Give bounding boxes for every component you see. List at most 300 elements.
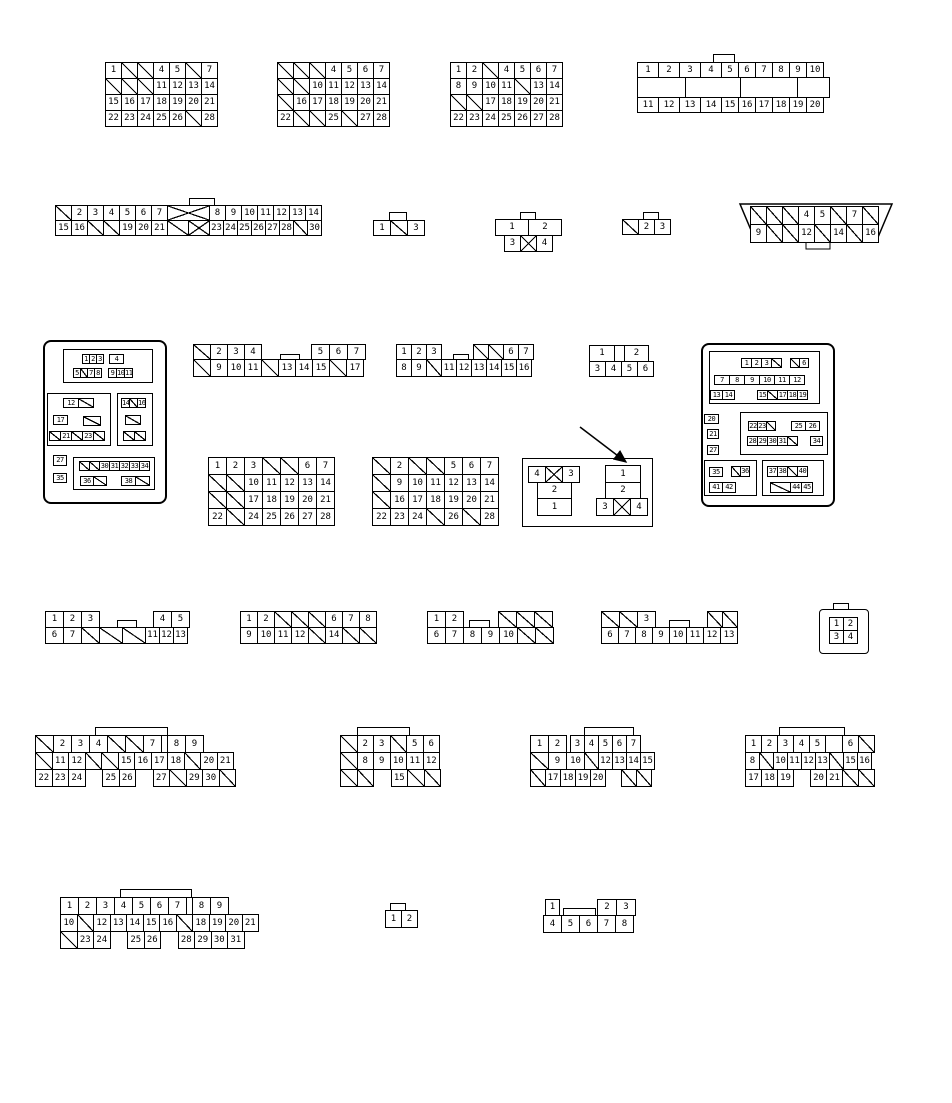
pin-cell: 15 bbox=[640, 752, 655, 770]
no-pin-cell bbox=[534, 611, 553, 628]
pin-cell: 16 bbox=[862, 224, 879, 243]
pin-cell: 6 bbox=[135, 205, 152, 221]
pin-cell: 3 bbox=[654, 219, 671, 235]
pin-cell: 2 bbox=[658, 62, 680, 78]
pin-cell: 21 bbox=[217, 752, 235, 770]
pin-cell: 4 bbox=[325, 62, 342, 79]
pin-cell: 29 bbox=[186, 769, 204, 787]
pin-cell: 22 bbox=[35, 769, 53, 787]
blank-cell bbox=[637, 77, 686, 98]
pin-cell: 1 bbox=[82, 354, 90, 364]
pin-cell: 15 bbox=[55, 220, 72, 236]
pin-cell: 14 bbox=[626, 752, 641, 770]
pin-cell: 1 bbox=[427, 611, 446, 628]
no-pin-cell bbox=[390, 735, 408, 753]
pin-cell: 40 bbox=[798, 467, 807, 475]
no-pin-cell bbox=[862, 206, 879, 225]
pin-cell: 19 bbox=[789, 97, 807, 113]
pin-cell: 23 bbox=[758, 422, 766, 430]
pin-cell: 21 bbox=[201, 94, 218, 111]
pin-cell: 2 bbox=[78, 897, 97, 915]
pin-cell: 3 bbox=[829, 630, 844, 644]
pin-cell: 1 bbox=[589, 345, 615, 362]
pin-cell: 26 bbox=[514, 110, 531, 127]
pin-cell: 13 bbox=[185, 78, 202, 95]
pin-cell: 24 bbox=[223, 220, 238, 236]
pin-cell: 2 bbox=[257, 611, 275, 628]
pin-cell: 3 bbox=[244, 457, 263, 475]
pin-cell: 3 bbox=[761, 358, 772, 368]
pin-cell: 1 bbox=[373, 220, 391, 236]
pin-cell: 10 bbox=[669, 627, 687, 644]
pin-cell: 24 bbox=[244, 508, 263, 526]
pin-cell: 5 bbox=[809, 735, 826, 753]
pin-cell: 21 bbox=[826, 769, 843, 787]
pin-cell: 24 bbox=[137, 110, 154, 127]
no-pin-cell bbox=[787, 436, 798, 446]
pin-cell: 9 bbox=[548, 752, 567, 770]
pin-cell: 11 bbox=[274, 627, 292, 644]
pin-cell: 14 bbox=[830, 224, 847, 243]
pin-cell: 21 bbox=[151, 220, 168, 236]
pin-cell: 12 bbox=[801, 752, 816, 770]
pin-cell: 3 bbox=[96, 354, 104, 364]
pin-cell: 3 bbox=[71, 735, 90, 753]
pin-cell: 10 bbox=[759, 375, 775, 385]
pin-cell: 11 bbox=[686, 627, 704, 644]
pin-cell: 11 bbox=[153, 78, 170, 95]
pin-cell: 28 bbox=[748, 437, 757, 445]
pin-cell: 7 bbox=[445, 627, 464, 644]
pin-cell: 13 bbox=[357, 78, 374, 95]
pin-cell: 26 bbox=[805, 421, 820, 431]
pin-cell: 6 bbox=[579, 915, 598, 933]
pin-cell: 4 bbox=[798, 206, 815, 225]
pin-cell: 16 bbox=[390, 491, 409, 509]
no-pin-cell bbox=[342, 627, 360, 644]
no-pin-cell bbox=[516, 611, 535, 628]
pin-cell: 12 bbox=[444, 474, 463, 492]
no-pin-cell bbox=[619, 611, 638, 628]
no-pin-cell bbox=[226, 474, 245, 492]
pin-cell: 25 bbox=[498, 110, 515, 127]
no-pin-cell bbox=[77, 914, 95, 932]
pin-cell: 9 bbox=[210, 359, 228, 377]
pin-cell: 15 bbox=[501, 359, 517, 377]
pin-cell: 13 bbox=[815, 752, 830, 770]
no-pin-cell bbox=[340, 735, 358, 753]
pin-cell: 8 bbox=[94, 368, 102, 378]
no-pin-cell bbox=[408, 457, 427, 475]
no-pin-cell bbox=[372, 491, 391, 509]
pin-cell: 11 bbox=[325, 78, 342, 95]
no-pin-cell bbox=[601, 611, 620, 628]
pin-cell: 31 bbox=[778, 437, 787, 445]
pin-cell: 20 bbox=[298, 491, 317, 509]
no-pin-cell bbox=[858, 735, 875, 753]
pin-cell: 6 bbox=[612, 735, 627, 753]
pin-cell: 25 bbox=[325, 110, 342, 127]
no-pin-cell bbox=[293, 78, 310, 95]
pin-cell: 13 bbox=[679, 97, 701, 113]
pin-cell: 23 bbox=[77, 931, 95, 949]
pin-cell: 24 bbox=[93, 931, 111, 949]
pin-cell: 27 bbox=[53, 455, 67, 466]
pin-cell: 2 bbox=[466, 62, 483, 79]
pin-cell: 10 bbox=[408, 474, 427, 492]
pin-cell: 23 bbox=[82, 431, 94, 441]
pin-cell: 21 bbox=[60, 431, 72, 441]
no-pin-cell bbox=[426, 508, 445, 526]
pin-cell: 14 bbox=[546, 78, 563, 95]
pin-cell: 28 bbox=[373, 110, 390, 127]
no-pin-cell bbox=[83, 416, 101, 426]
pin-cell: 9 bbox=[411, 359, 427, 377]
pin-cell: 8 bbox=[396, 359, 412, 377]
pin-cell: 15 bbox=[721, 97, 739, 113]
pin-cell: 10 bbox=[60, 914, 78, 932]
pin-cell: 16 bbox=[159, 914, 177, 932]
pin-cell: 3 bbox=[777, 735, 794, 753]
pin-cell: 28 bbox=[316, 508, 335, 526]
pin-cell: 10 bbox=[806, 62, 824, 78]
no-pin-cell bbox=[101, 752, 119, 770]
no-pin-cell bbox=[462, 508, 481, 526]
pin-cell: 5 bbox=[721, 62, 739, 78]
pin-cell: 7 bbox=[846, 206, 863, 225]
no-pin-cell bbox=[81, 627, 100, 644]
pin-cell: 6 bbox=[423, 735, 441, 753]
no-pin-cell bbox=[766, 206, 783, 225]
pin-cell: 1 bbox=[745, 735, 762, 753]
pin-cell: 38 bbox=[778, 467, 787, 475]
pin-cell: 5 bbox=[171, 611, 190, 628]
pin-cell: 16 bbox=[71, 220, 88, 236]
pin-cell: 9 bbox=[240, 627, 258, 644]
no-pin-cell bbox=[291, 611, 309, 628]
pin-cell: 7 bbox=[597, 915, 616, 933]
blocked-pin-cell bbox=[167, 205, 210, 221]
no-pin-cell bbox=[87, 220, 104, 236]
pin-cell: 1 bbox=[537, 498, 572, 516]
pin-cell: 4 bbox=[700, 62, 722, 78]
no-pin-cell bbox=[261, 359, 279, 377]
pin-cell: 28 bbox=[279, 220, 294, 236]
pin-cell: 26 bbox=[444, 508, 463, 526]
pin-cell: 7 bbox=[347, 344, 366, 360]
pin-cell: 23 bbox=[466, 110, 483, 127]
pin-cell: 23 bbox=[52, 769, 70, 787]
pin-cell: 6 bbox=[427, 627, 446, 644]
pin-cell: 13 bbox=[530, 78, 547, 95]
no-pin-cell bbox=[372, 474, 391, 492]
pin-cell: 8 bbox=[167, 735, 186, 753]
pin-cell: 9 bbox=[750, 224, 767, 243]
pin-cell: 16 bbox=[293, 94, 310, 111]
no-pin-cell bbox=[535, 627, 554, 644]
pin-cell: 10 bbox=[257, 627, 275, 644]
pin-cell: 10 bbox=[117, 369, 125, 377]
no-pin-cell bbox=[622, 219, 639, 235]
pin-cell: 17 bbox=[53, 415, 68, 425]
pin-cell: 2 bbox=[597, 899, 617, 916]
pin-cell: 9 bbox=[466, 78, 483, 95]
pin-cell: 13 bbox=[289, 205, 306, 221]
pin-cell: 2 bbox=[537, 482, 572, 499]
pin-cell: 13 bbox=[720, 627, 738, 644]
pin-cell: 9 bbox=[744, 375, 760, 385]
pin-cell: 1 bbox=[60, 897, 79, 915]
fuse-group-box bbox=[740, 412, 828, 455]
pin-cell: 12 bbox=[423, 752, 441, 770]
no-pin-cell bbox=[722, 611, 738, 628]
no-pin-cell bbox=[341, 110, 358, 127]
pin-cell: 24 bbox=[68, 769, 86, 787]
pin-cell: 11 bbox=[262, 474, 281, 492]
no-pin-cell bbox=[262, 457, 281, 475]
pin-cell: 19 bbox=[280, 491, 299, 509]
pin-cell: 10 bbox=[227, 359, 245, 377]
pin-cell: 20 bbox=[590, 769, 606, 787]
pin-cell: 22 bbox=[208, 508, 227, 526]
pin-cell: 3 bbox=[96, 897, 115, 915]
pin-cell: 22 bbox=[372, 508, 391, 526]
no-pin-cell bbox=[426, 359, 442, 377]
no-pin-cell bbox=[530, 752, 549, 770]
pin-cell: 4 bbox=[605, 361, 622, 377]
pin-cell: 22 bbox=[749, 422, 757, 430]
pointer-arrow bbox=[580, 427, 626, 462]
pin-cell: 8 bbox=[192, 897, 211, 915]
pin-cell: 14 bbox=[201, 78, 218, 95]
pin-cell: 31 bbox=[227, 931, 245, 949]
pin-cell: 18 bbox=[192, 914, 210, 932]
pin-cell: 28 bbox=[546, 110, 563, 127]
no-pin-cell bbox=[636, 769, 652, 787]
pin-cell: 17 bbox=[545, 769, 561, 787]
pin-cell: 25 bbox=[153, 110, 170, 127]
pin-cell: 26 bbox=[169, 110, 186, 127]
pin-cell: 16 bbox=[134, 752, 152, 770]
pin-cell: 1 bbox=[396, 344, 412, 360]
pin-cell: 5 bbox=[119, 205, 136, 221]
pin-cell: 17 bbox=[408, 491, 427, 509]
no-pin-cell bbox=[280, 457, 299, 475]
no-pin-cell bbox=[782, 206, 799, 225]
pin-cell: 15 bbox=[143, 914, 161, 932]
pin-cell: 25 bbox=[237, 220, 252, 236]
pin-cell: 8 bbox=[357, 752, 375, 770]
pin-cell: 7 bbox=[316, 457, 335, 475]
pin-cell: 30 bbox=[211, 931, 229, 949]
pin-cell: 20 bbox=[810, 769, 827, 787]
pin-cell: 27 bbox=[298, 508, 317, 526]
no-pin-cell bbox=[193, 344, 211, 360]
no-pin-cell bbox=[35, 735, 54, 753]
pin-cell: 16 bbox=[516, 359, 532, 377]
no-pin-cell bbox=[293, 62, 310, 79]
pin-cell: 31 bbox=[110, 462, 119, 470]
pin-cell: 15 bbox=[105, 94, 122, 111]
pin-cell: 13 bbox=[462, 474, 481, 492]
pin-cell: 8 bbox=[635, 627, 653, 644]
pin-cell: 11 bbox=[244, 359, 262, 377]
pin-cell: 7 bbox=[480, 457, 499, 475]
pin-cell: 21 bbox=[373, 94, 390, 111]
pin-cell: 9 bbox=[225, 205, 242, 221]
no-pin-cell bbox=[193, 359, 211, 377]
pin-cell: 1 bbox=[105, 62, 122, 79]
pin-cell: 20 bbox=[806, 97, 824, 113]
pin-cell: 36 bbox=[80, 476, 94, 486]
no-pin-cell bbox=[584, 752, 599, 770]
pin-cell: 22 bbox=[450, 110, 467, 127]
pin-cell: 19 bbox=[341, 94, 358, 111]
pin-cell: 6 bbox=[462, 457, 481, 475]
no-pin-cell bbox=[137, 62, 154, 79]
pin-cell: 26 bbox=[144, 931, 162, 949]
pin-cell: 12 bbox=[169, 78, 186, 95]
pin-cell: 14 bbox=[480, 474, 499, 492]
pin-cell: 12 bbox=[63, 398, 79, 408]
blank-cell bbox=[797, 77, 830, 98]
pin-cell: 2 bbox=[357, 735, 375, 753]
no-pin-cell bbox=[450, 94, 467, 111]
pin-cell: 14 bbox=[325, 627, 343, 644]
pin-cell: 1 bbox=[637, 62, 659, 78]
pin-cell: 21 bbox=[242, 914, 260, 932]
no-pin-cell bbox=[277, 94, 294, 111]
pin-cell: 12 bbox=[291, 627, 309, 644]
connector-tab bbox=[833, 603, 849, 610]
no-pin-cell bbox=[93, 476, 107, 486]
pin-cell: 30 bbox=[100, 462, 109, 470]
pin-cell: 5 bbox=[406, 735, 424, 753]
pin-cell: 18 bbox=[788, 391, 797, 399]
pin-cell: 17 bbox=[755, 97, 773, 113]
no-pin-cell bbox=[85, 752, 103, 770]
pin-cell: 7 bbox=[618, 627, 636, 644]
no-pin-cell bbox=[517, 627, 536, 644]
pin-cell: 2 bbox=[63, 611, 82, 628]
pin-cell: 10 bbox=[482, 78, 499, 95]
no-pin-cell bbox=[858, 769, 875, 787]
pin-cell: 25 bbox=[262, 508, 281, 526]
pin-cell: 15 bbox=[391, 769, 409, 787]
pin-cell: 4 bbox=[843, 630, 858, 644]
pin-cell: 12 bbox=[703, 627, 721, 644]
pin-cell: 20 bbox=[185, 94, 202, 111]
no-pin-cell bbox=[137, 78, 154, 95]
blocked-pin-cell bbox=[188, 220, 210, 236]
no-pin-cell bbox=[125, 735, 144, 753]
pin-cell: 21 bbox=[316, 491, 335, 509]
no-pin-cell bbox=[750, 206, 767, 225]
pin-cell: 9 bbox=[390, 474, 409, 492]
pin-cell: 30 bbox=[307, 220, 322, 236]
blank-cell bbox=[685, 77, 741, 98]
pin-cell: 4 bbox=[528, 466, 546, 483]
pin-cell: 3 bbox=[637, 611, 656, 628]
pin-cell: 9 bbox=[652, 627, 670, 644]
pin-cell: 10 bbox=[499, 627, 518, 644]
pin-cell: 15 bbox=[843, 752, 858, 770]
pin-cell: 38 bbox=[121, 476, 136, 486]
pin-cell: 25 bbox=[127, 931, 145, 949]
pin-cell: 6 bbox=[842, 735, 859, 753]
no-pin-cell bbox=[782, 224, 799, 243]
no-pin-cell bbox=[55, 205, 72, 221]
pin-cell: 11 bbox=[406, 752, 424, 770]
pin-cell: 9 bbox=[481, 627, 500, 644]
no-pin-cell bbox=[390, 220, 408, 236]
blocked-pin-cell bbox=[613, 498, 631, 516]
no-pin-cell bbox=[308, 627, 326, 644]
pin-cell: 12 bbox=[341, 78, 358, 95]
pin-cell: 11 bbox=[426, 474, 445, 492]
no-pin-cell bbox=[329, 359, 347, 377]
pin-cell: 7 bbox=[87, 368, 95, 378]
pin-cell: 2 bbox=[390, 457, 409, 475]
pin-cell: 19 bbox=[444, 491, 463, 509]
pin-cell: 12 bbox=[456, 359, 472, 377]
no-pin-cell bbox=[814, 224, 831, 243]
pin-cell: 12 bbox=[798, 224, 815, 243]
no-pin-cell bbox=[309, 110, 326, 127]
pin-cell: 12 bbox=[68, 752, 86, 770]
pin-cell: 9 bbox=[185, 735, 204, 753]
pin-cell: 7 bbox=[373, 62, 390, 79]
pin-cell: 3 bbox=[589, 361, 606, 377]
pin-cell: 3 bbox=[616, 899, 636, 916]
no-pin-cell bbox=[185, 110, 202, 127]
pin-cell: 3 bbox=[407, 220, 425, 236]
pin-cell: 6 bbox=[799, 358, 809, 368]
pin-cell: 8 bbox=[450, 78, 467, 95]
pin-cell: 6 bbox=[503, 344, 519, 360]
pin-cell: 14 bbox=[122, 399, 130, 407]
pin-cell: 4 bbox=[244, 344, 262, 360]
pin-cell: 37 bbox=[768, 467, 777, 475]
pin-cell: 14 bbox=[373, 78, 390, 95]
pin-cell: 8 bbox=[729, 375, 745, 385]
pin-cell: 16 bbox=[738, 97, 756, 113]
pin-cell: 14 bbox=[486, 359, 502, 377]
pin-cell: 19 bbox=[209, 914, 227, 932]
pin-cell: 35 bbox=[53, 473, 67, 483]
pin-cell: 6 bbox=[298, 457, 317, 475]
pin-cell: 5 bbox=[169, 62, 186, 79]
pin-cell: 9 bbox=[210, 897, 229, 915]
pin-cell: 13 bbox=[710, 390, 723, 400]
pin-cell: 3 bbox=[426, 344, 442, 360]
pin-cell: 24 bbox=[408, 508, 427, 526]
pin-cell: 30 bbox=[202, 769, 220, 787]
pin-cell: 12 bbox=[273, 205, 290, 221]
no-pin-cell bbox=[771, 358, 782, 368]
pin-cell: 36 bbox=[741, 467, 749, 475]
pin-cell: 11 bbox=[787, 752, 802, 770]
no-pin-cell bbox=[308, 611, 326, 628]
pin-cell: 5 bbox=[73, 368, 81, 378]
no-pin-cell bbox=[359, 627, 377, 644]
pin-cell: 3 bbox=[504, 235, 521, 252]
pin-cell: 1 bbox=[208, 457, 227, 475]
pin-cell: 10 bbox=[773, 752, 788, 770]
no-pin-cell bbox=[121, 78, 138, 95]
pin-cell: 2 bbox=[761, 735, 778, 753]
no-pin-cell bbox=[759, 752, 774, 770]
